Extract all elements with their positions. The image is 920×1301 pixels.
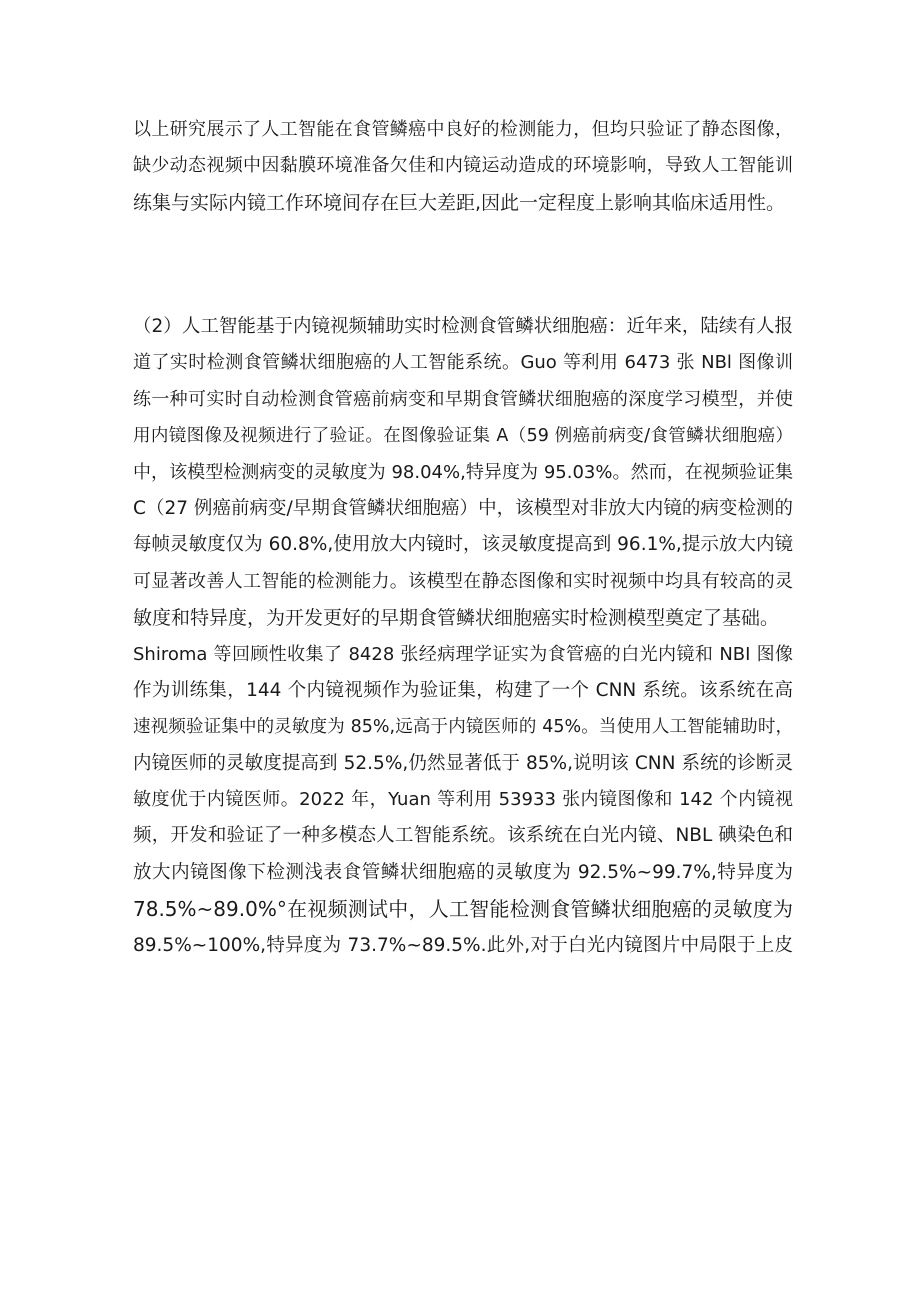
text-line: 缺少动态视频中因黏膜环境准备欠佳和内镜运动造成的环境影响，导致人工智能训: [133, 155, 793, 177]
text-line: 放大内镜图像下检测浅表食管鳞状细胞癌的灵敏度为 92.5%~99.7%,特异度为: [133, 861, 793, 883]
text-line: 频，开发和验证了一种多模态人工智能系统。该系统在白光内镜、NBL 碘染色和: [133, 825, 793, 847]
text-line: 中，该模型检测病变的灵敏度为 98.04%,特异度为 95.03%。然而，在视频验证集: [133, 461, 793, 483]
text-line: 78.5%~89.0%°在视频测试中，人工智能检测食管鳞状细胞癌的灵敏度为: [133, 897, 793, 922]
text-line: 作为训练集，144 个内镜视频作为验证集，构建了一个 CNN 系统。该系统在高: [133, 679, 793, 701]
text-line: 速视频验证集中的灵敏度为 85%,远高于内镜医师的 45%。当使用人工智能辅助时，: [133, 717, 793, 738]
text-line: 以上研究展示了人工智能在食管鳞癌中良好的检测能力，但均只验证了静态图像，: [133, 119, 793, 140]
text-line: 89.5%~100%,特异度为 73.7%~89.5%.此外,对于白光内镜图片中局限于上皮: [133, 934, 793, 956]
text-line: 可显著改善人工智能的检测能力。该模型在静态图像和实时视频中均具有较高的灵: [133, 570, 793, 592]
text-line: C（27 例癌前病变/早期食管鳞状细胞癌）中，该模型对非放大内镜的病变检测的: [133, 497, 793, 519]
text-line: 练集与实际内镜工作环境间存在巨大差距,因此一定程度上影响其临床适用性。: [133, 191, 786, 214]
text-line: 道了实时检测食管鳞状细胞癌的人工智能系统。Guo 等利用 6473 张 NBl 图像训: [133, 352, 793, 374]
text-line: 敏度和特异度，为开发更好的早期食管鳞状细胞癌实时检测模型奠定了基础。: [133, 607, 780, 630]
text-line: （2）人工智能基于内镜视频辅助实时检测食管鳞状细胞癌：近年来，陆续有人报: [133, 316, 793, 337]
text-line: 用内镜图像及视频进行了验证。在图像验证集 A（59 例癌前病变/食管鳞状细胞癌）: [133, 426, 793, 447]
paragraph-static-image-limitation: [133, 112, 793, 221]
text-line: Shiroma 等回顾性收集了 8428 张经病理学证实为食管癌的白光内镜和 NBI 图像: [133, 643, 793, 665]
text-line: 每帧灵敏度仅为 60.8%,使用放大内镜时，该灵敏度提高到 96.1%,提示放大内镜: [133, 534, 793, 556]
text-line: 内镜医师的灵敏度提高到 52.5%,仍然显著低于 85%,说明该 CNN 系统的诊断灵: [133, 752, 793, 774]
paragraph-realtime-video-detection: [133, 309, 793, 964]
text-line: 敏度优于内镜医师。2022 年，Yuan 等利用 53933 张内镜图像和 142 个内镜视: [133, 789, 793, 811]
text-line: 练一种可实时自动检测食管癌前病变和早期食管鳞状细胞癌的深度学习模型，并使: [133, 388, 793, 410]
